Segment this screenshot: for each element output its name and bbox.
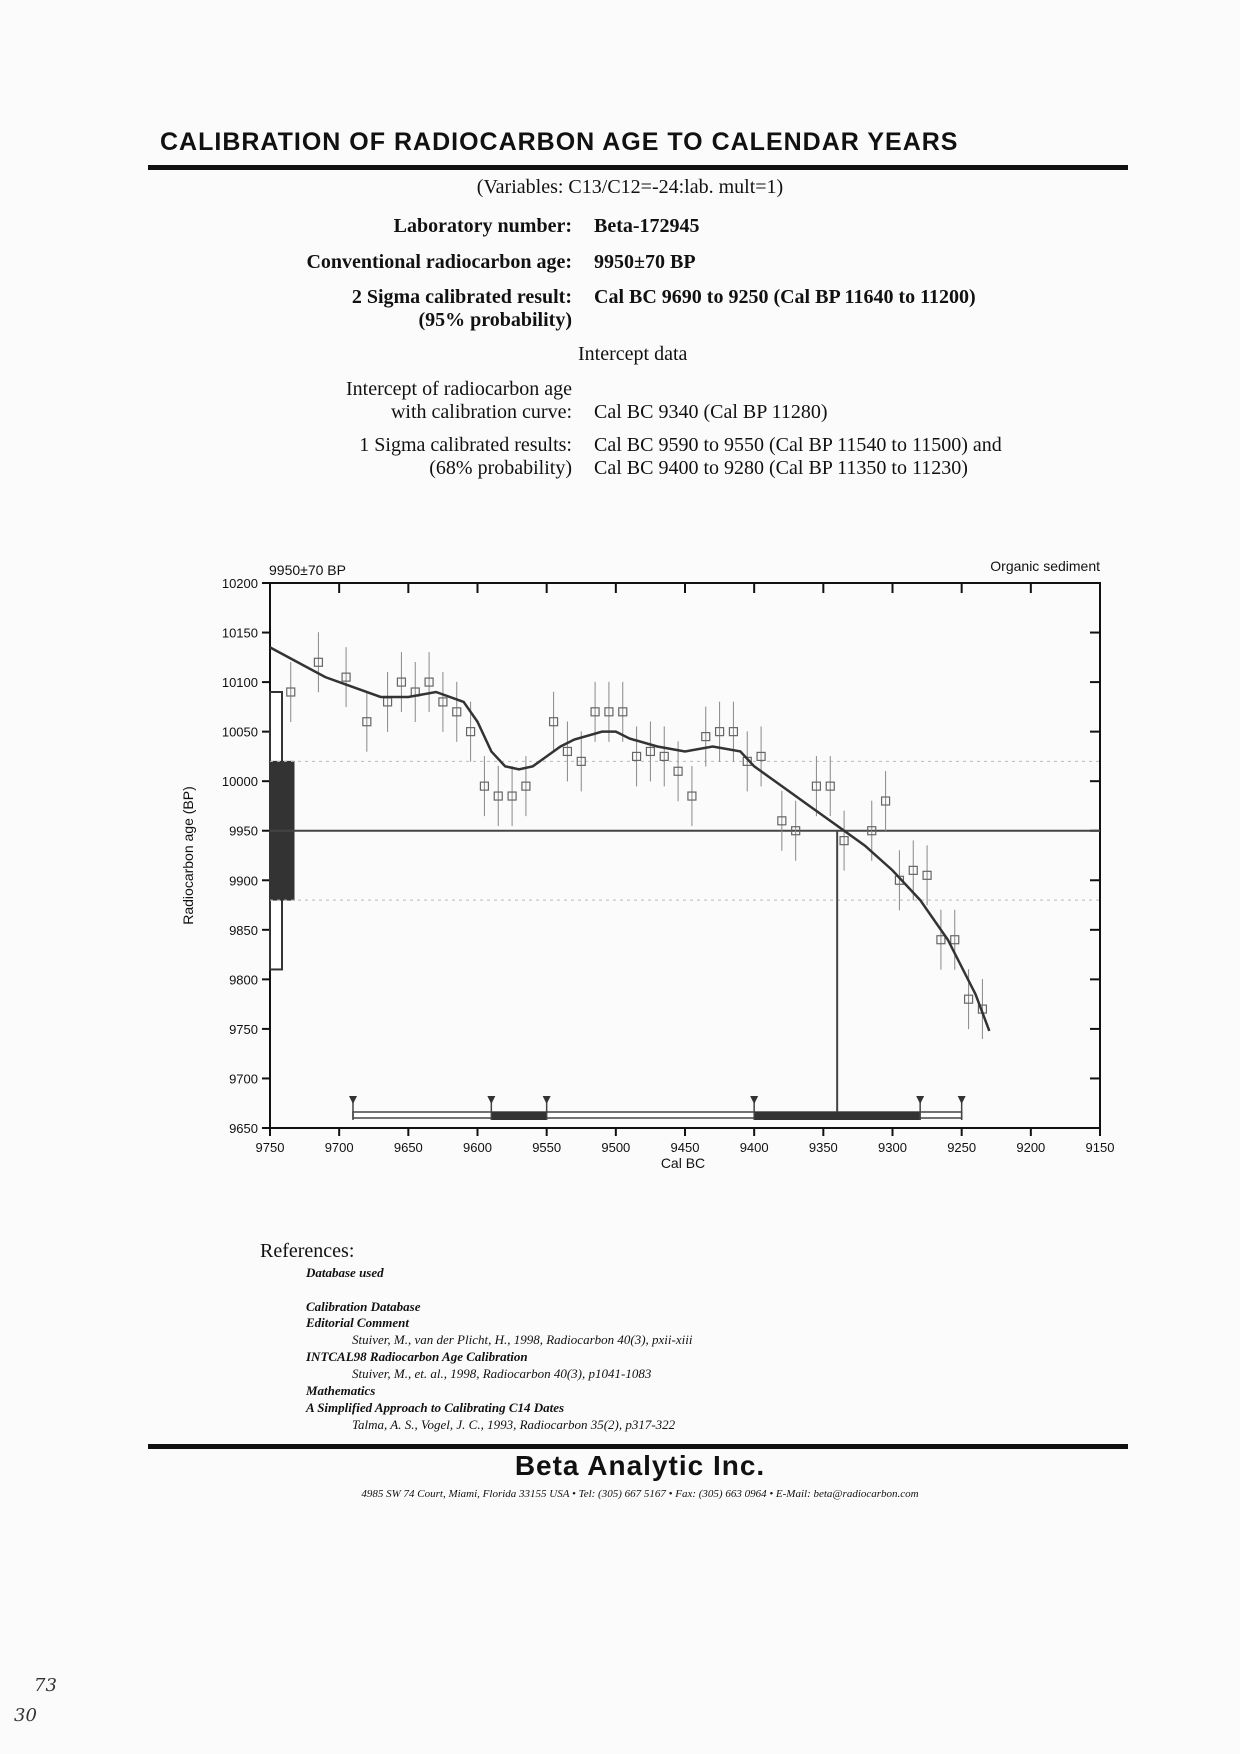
x-tick-label: 9650: [393, 1140, 423, 1155]
y-tick-label: 9650: [229, 1121, 258, 1136]
two-sigma-probability: (95% probability): [418, 309, 572, 331]
calibration-curve: [270, 647, 989, 1030]
x-tick-label: 9550: [532, 1140, 562, 1155]
y-tick-label: 10050: [221, 724, 258, 740]
x-tick-label: 9600: [463, 1140, 492, 1155]
intercept-label-2: with calibration curve:: [390, 401, 572, 423]
reference-line: Stuiver, M., van der Plicht, H., 1998, Radiocarbon 40(3), pxii-xiii: [352, 1332, 693, 1347]
one-sigma-probability: (68% probability): [429, 457, 572, 479]
conventional-age-label: Conventional radiocarbon age:: [306, 251, 572, 273]
y-tick-label: 9800: [229, 972, 258, 988]
page-title: CALIBRATION OF RADIOCARBON AGE TO CALENDAR YEARS: [160, 128, 959, 156]
chart-subtitle: Organic sediment: [990, 558, 1100, 574]
y-axis-label: Radiocarbon age (BP): [180, 786, 196, 925]
lab-number-label: Laboratory number:: [393, 215, 572, 237]
x-axis-label: Cal BC: [660, 1155, 706, 1171]
one-sigma-label: 1 Sigma calibrated results:: [359, 434, 572, 456]
x-tick-label: 9450: [670, 1140, 700, 1155]
one-sigma-value-2: Cal BC 9400 to 9280 (Cal BP 11350 to 11230): [594, 457, 968, 479]
reference-line: Talma, A. S., Vogel, J. C., 1993, Radiocarbon 35(2), p317-322: [352, 1417, 676, 1432]
y-tick-label: 10200: [221, 576, 258, 591]
intercept-heading: Intercept data: [578, 343, 688, 365]
handwritten-note: 30: [14, 1705, 37, 1726]
y-tick-label: 10150: [221, 625, 258, 641]
company-address: 4985 SW 74 Court, Miami, Florida 33155 USA • Tel: (305) 667 5167 • Fax: (305) 663 0964 • E-Mail: beta@radiocarbon.com: [361, 1488, 919, 1500]
reference-line: Calibration Database: [306, 1299, 421, 1314]
x-tick-label: 9750: [255, 1140, 285, 1155]
y-tick-label: 9850: [229, 922, 258, 938]
y-tick-label: 9950: [229, 823, 258, 839]
reference-line: Database used: [306, 1265, 384, 1280]
reference-line: INTCAL98 Radiocarbon Age Calibration: [306, 1349, 528, 1364]
reference-line: Editorial Comment: [306, 1315, 409, 1330]
range-marker: [349, 1096, 357, 1104]
x-tick-label: 9250: [947, 1140, 977, 1155]
one-sigma-range-bar: [754, 1112, 920, 1120]
x-tick-label: 9300: [878, 1140, 907, 1155]
two-sigma-label: 2 Sigma calibrated result:: [351, 286, 572, 308]
x-tick-label: 9500: [601, 1140, 631, 1155]
chart-title: 9950±70 BP: [269, 562, 346, 578]
x-tick-label: 9350: [808, 1140, 838, 1155]
lab-number-value: Beta-172945: [594, 215, 700, 237]
reference-line: A Simplified Approach to Calibrating C14 Dates: [306, 1400, 565, 1415]
handwritten-note: 73: [34, 1675, 57, 1696]
plot-frame: [270, 583, 1100, 1128]
y-tick-label: 9700: [229, 1071, 258, 1087]
range-marker: [543, 1096, 551, 1104]
range-marker: [958, 1096, 966, 1104]
range-marker: [487, 1096, 495, 1104]
y-tick-label: 10000: [221, 774, 258, 790]
y-tick-label: 10100: [221, 675, 258, 691]
x-tick-label: 9700: [324, 1140, 354, 1155]
company-name: Beta Analytic Inc.: [514, 1450, 766, 1481]
range-marker: [750, 1096, 758, 1104]
one-sigma-value-1: Cal BC 9590 to 9550 (Cal BP 11540 to 11500) and: [594, 434, 1002, 456]
one-sigma-range-bar: [491, 1112, 546, 1120]
x-tick-label: 9200: [1016, 1140, 1046, 1155]
y-tick-label: 9900: [229, 873, 258, 889]
range-marker: [916, 1096, 924, 1104]
intercept-value: Cal BC 9340 (Cal BP 11280): [594, 401, 828, 423]
reference-line: Mathematics: [306, 1383, 376, 1398]
variables-text: (Variables: C13/C12=-24:lab. mult=1): [476, 176, 784, 198]
y-tick-label: 9750: [229, 1021, 258, 1037]
intercept-label-1: Intercept of radiocarbon age: [346, 378, 572, 400]
x-tick-label: 9150: [1085, 1140, 1115, 1155]
references-heading: References:: [260, 1240, 355, 1262]
footer-rule: [148, 1444, 1128, 1449]
x-tick-label: 9400: [739, 1140, 769, 1155]
reference-line: Stuiver, M., et. al., 1998, Radiocarbon 40(3), p1041-1083: [352, 1366, 652, 1381]
two-sigma-value: Cal BC 9690 to 9250 (Cal BP 11640 to 11200): [594, 286, 976, 308]
conventional-age-value: 9950±70 BP: [594, 251, 696, 273]
